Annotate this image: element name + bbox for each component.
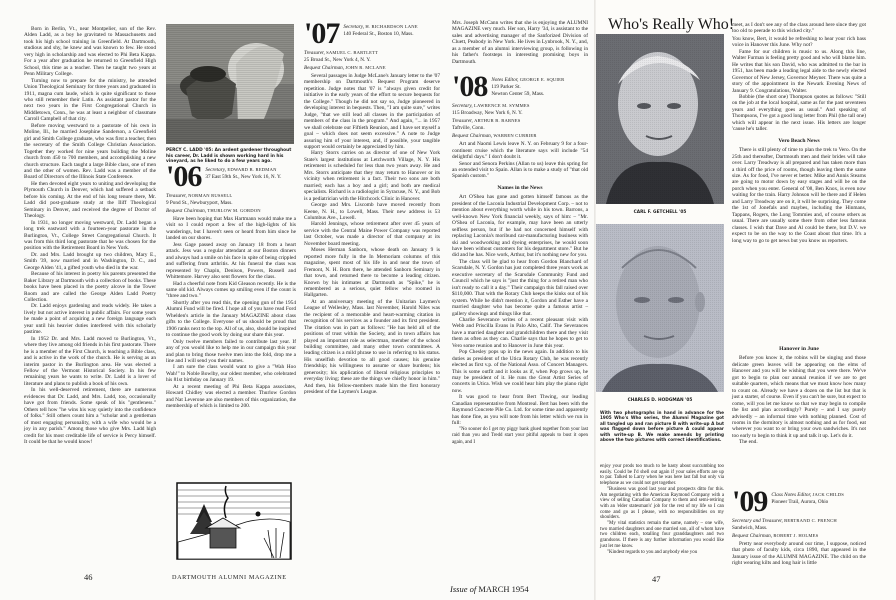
class-note-paragraph: Had a cheerful note from Kid Gleason recently. He is the same old kid. Always comes up smiling even if the count is "three and two." (166, 280, 296, 300)
running-head: DARTMOUTH ALUMNI MAGAZINE (172, 574, 287, 581)
treasurer-label: Treasurer, (304, 50, 325, 56)
class-1907-header (304, 17, 440, 50)
bio-paragraph: Dr. Ladd enjoys gardening and reads widely. He takes a lively but not active interest in public affairs. For some years he made a point of acquiring a new foreign language each year until his heavier duties interfered with this scholarly pastime. (24, 303, 156, 336)
class-numeral: '07 (304, 17, 340, 50)
letter-paragraph: "My vital statistics remain the same, namely – one wife, two married daughters and one married son, all of whom have two children each, totalling four granddaughters and two grandsons. If there is any further information you would like just let me know. (600, 521, 724, 549)
class-note-paragraph: Harold Jennings, whose retirement after over 45 years of service with the Central Maine Power Company was reported last October, was made a director of that company at its November board meeting. (304, 221, 440, 247)
secretary-address: 37 East 59th St., New York 16, N. Y. (205, 174, 282, 180)
bequest-label: Bequest Chairman, (166, 208, 207, 214)
class-note-paragraph: Pretty near everybody around our time, I suppose, noticed that photo of faculty kids, circa 1890, that appeared in the January issue of the ALUMNI MAGAZINE. The child on the right wearing kilts and long hair is little (732, 541, 866, 567)
ladd-biography-column (24, 26, 156, 558)
hodgman-photo (596, 224, 724, 392)
class-1906-header (166, 160, 296, 193)
class-note-paragraph: Jess Gage passed away on January 18 from a heart attack. Jess was a regular attendant at our Boston dinners and always had a smile on his face in spite of being crippled and suffering from arthritis. At his funeral the class was represented by Chapin, Denison, Powers, Russell and Whittemore. Harvey also sent flowers for the class. (166, 241, 296, 281)
notes-editor-name: GEORGE E. SQUIER (519, 77, 565, 83)
class-numeral: '08 (452, 70, 488, 104)
letter-paragraph: "Kindest regards to you and anybody else you (607, 549, 698, 555)
issue-prefix: Issue of (450, 584, 477, 594)
secretary-label: Secretary, (452, 103, 473, 110)
secretary-label: Secretary and Treasurer, (732, 518, 783, 524)
notes-editor-address: 119 Parker St. (491, 84, 521, 91)
class-note-paragraph: Art O'Shea has gone and gotten himself famous as the president of the Laconia Industrial Development Corp. – not to mention about everything worth while in his town. Barrons, a well-known New York financial weekly, says of him: – "Mr. O'Shea of Laconia, for example, may have been an utterly selfless person, but if he had not concerned himself with replacing Laconia's moribund car-manufacturing business with ski and woodworking and dyeing enterprises, he would soon have been without customers for his department store." But he did and he has. Nice work, Arthur, but it's nothing new for you. (452, 194, 588, 259)
secretary-name: EDWARD B. REDMAN (227, 167, 277, 172)
class-note-paragraph: At a recent meeting of Phi Beta Kappa associates, Howard Chidley was elected a member. Thurlow Gordon and Nat Leverone are also members of this organization, the membership of which is limited to 200. (166, 383, 296, 410)
letter-paragraph: "Business was good last year and prospects ditto for this. Am negotiating with the American Raymond Company with a view of selling Canadian Company to them and semi-retiring with an 'elder statesman's' job for the rest of my life so I can come and go as I please, with no responsibilities on my shoulders. (600, 486, 724, 521)
class-note-paragraph: meet, as I don't see any of the class around here since they got too old to peerade to this wicked city." (732, 22, 866, 35)
class-note-paragraph: Before you know it, the robins will be singing and those delicate green leaves will be appearing on the elms of Hanover and you will be wishing that you were there. We've got to begin to plan our annual reunion if we are to get suitable quarters, which means that we must know how many to count on. Already we have a dozen on the list but that is just a starter, of course. Even if you can't be sure, but expect to come, will you let me know so that we may begin to compile the list and plan accordingly? Purely – and I say purely advisedly – an informal time with nothing planned. Cost of rooms in the dormitory is almost nothing and as for food, eat wherever you want to or bring your own sandwiches. It's not too early to begin to think it up and talk it up. Let's do it. (732, 355, 867, 439)
secretary-address: 140 Federal St., Boston 10, Mass. (343, 31, 414, 37)
class-note-paragraph: Harry Storrs carries on as director of one of New York State's largest institutions at Letchworth Village, N. Y. His retirement is scheduled for less than two years away. He and Mrs. Storrs anticipate that they may return to Hanover or its vicinity when retirement is a fact. Their two sons are both married; each has a boy and a girl; and both are medical specialists. Richard is a radiologist in Syracuse, N. Y., and Bob is a pediatrician with the Hitchcock Clinic in Hanover. (304, 150, 440, 202)
section-title: Who's Really Who! (608, 16, 735, 33)
issue-line (450, 584, 529, 594)
class-note-paragraph: Art and Naomi Lewis leave N. Y. on February 9 for a four-continent cruise which the literature says will include "54 delightful days." I don't doubt it. (452, 141, 588, 161)
secretary-address: Sandwich, Mass. (732, 525, 768, 531)
class-note-paragraph: Charlie Severance writes of a recent pleasant visit with Webb and Priscilla Evans in Palo Alto, Calif. The Severances have a married daughter and grandchildren there and they visit them as often as they can. Charlie says that he hopes to get to Vero some reunion and to Hanover in June this year. (452, 316, 588, 349)
class-note-paragraph: Bobbie (the short one) Thompson quotes as follows: "Still on the job at the local hospital, same as for the past seventeen years and everything goes as usual." And speaking of Thompsons, I've got a good long letter from Phil (the tall one) which will appear in the next issue. His letters are longer 'cause he's taller. (732, 93, 866, 133)
class-1906-column (166, 160, 296, 410)
class-note-paragraph: It was good to hear from Bert Thwing, our leading Canadian representative from Montreal. Bert has been with the Raymond Concrete Pile Co. Ltd. for some time and apparently has done fine, as you will note from his letter which we run in full: (452, 394, 588, 427)
bio-paragraph: Born in Berlin, Vt., near Montpelier, son of the Rev. Alden Ladd, as a boy he gravitated to Massachusetts and took his high school training in Greenfield. At Dartmouth, studious and shy, he knew and was known to few. He stood very high in scholarship and was elected to Phi Beta Kappa. For a year after graduation he returned to Greenfield High School, this time as a teacher. Then he taught two years at Penn Military College. (24, 26, 156, 78)
treasurer-label: Treasurer, (166, 193, 187, 199)
treasurer-address: 9 Pond St., Newburyport, Mass. (166, 200, 233, 206)
issue-month: MARCH (478, 584, 510, 594)
class-note-paragraph: There is still plenty of time to plan the trek to Vero. On the 25th and thereafter, Dartmouth men and their brides will take over. Larry Treadway is all prepared and has taken more than a third off the price of rooms, though leaving them the same size. As for food, I've never et better. Mike and Annis Stearns are going to motor down by easy stages and will be on the porch when you enter. General of '08, Ben Knox, is even now waiting for the train. Harry Johnson will be there and if Helen and Larry Treadway are on it, it will be surprising. They come the 1st of Jonefals and maybes, including the Hinmans, Tappans, Rogers, the Long Tommies and, of course others as usual. There are usually some there from other less famous classes. I wish that Dave and Al could be there, but D.V. we expect to be on the way to the Coast about that time. It's a long way to go to get news but you know us reporters. (732, 147, 866, 244)
gardener-image (166, 24, 294, 144)
secretary-address: 115 Broadway, New York 6, N. Y. (452, 110, 523, 117)
bequest-chairman-name: WARREN CURRIER (493, 133, 537, 139)
class-note-paragraph: The end. (739, 439, 758, 446)
bio-paragraph: In 1931, no longer moving westward, Dr. Ladd began a long trek eastward with a fourteen-year pastorate in the Burlington, Vt., College Street Congregational Church. It was from this third long pastorate that he was chosen for the position with the Retirement Board in New York. (24, 219, 156, 252)
class-note-paragraph: I am sure the class would want to give a "Wah Hoo Wah!" to Noble Bowlby, our oldest member, who celebrated his 81st birthday on January 19. (166, 364, 296, 384)
treasurer-label: Treasurer, (452, 118, 473, 125)
percy-ladd-caption: PERCY C. LADD '05: An ardent gardener throughout his career, Dr. Ladd is shown working hard in his vineyard, as he liked to do a few years ago. (166, 148, 292, 165)
class-1909-header (732, 485, 866, 518)
page-number-right: 47 (652, 574, 661, 584)
class-note-paragraph: Only twelve members failed to contribute last year. If any of you would like to help me in our campaign this year and plan to bring those twelve men into the fold, drop me a line and I will send you their names. (166, 338, 296, 364)
getchell-photo (596, 34, 724, 204)
issue-year: 1954 (511, 584, 529, 594)
notes-editor-name: JACK CHILDS (812, 492, 844, 497)
treasurer-address: 25 Broad St., New York 4, N. Y. (304, 57, 371, 63)
class-note-paragraph: Several passages in Judge McLane's January letter to the '07 membership on Dartmouth's Bequest Program deserve repetition. Judge notes that '07 is "always given credit for initiative in the early years of the effort to secure bequests for the College." Though he did not say so, Judge pioneered in developing interest in bequests. Then, "I am quite sure," writes Judge, "that we still lead all classes in the participation of members of the class in the program." And again, "... in 1957 we shall celebrate our Fiftieth Reunion, and I have set myself a goal – which does not seem excessive." A note to Judge assuring him of your interest, and, if possible, your tangible support would certainly be appreciated by him. (304, 73, 440, 150)
bio-paragraph: He then devoted eight years to uniting and developing the Plymouth Church in Denver, which had suffered a setback before his coming. At the end of his long tenure there, Mr. Ladd did post-graduate study at the Iliff Theological Seminary in Denver, and received the degree of Doctor of Theology. (24, 180, 156, 220)
secretary-name: LAWRENCE M. SYMMES (474, 103, 530, 109)
treasurer-address: Taftville, Conn. (452, 125, 485, 132)
bequest-label: Bequest Chairman, (452, 133, 493, 140)
class-note-paragraph: The class will be glad to hear from Gordon Blanchard of Scarsdale, N. Y. Gordon has just completed three years work as executive secretary of the Scarsdale Community Fund and Council which he says is "just the thing for a retired man who isn't ready to call it a day." Their campaign this fall raised over $110,000. That with the Rotary Club keeps the kinks out of his system. While he didn't mention it, Gordon and Esther have a married daughter who has become quite a famous artist – gallery showings and things like that. (452, 258, 588, 317)
class-1909-column (732, 485, 866, 567)
treasurer-name: SAMUEL C. BARTLETT (326, 50, 379, 55)
bio-paragraph: In his well-deserved retirement, there are numerous evidences that Dr. Ladd, and Mrs. Ladd, too, occasionally have got from friends. Some speak of his "gentleness." Others tell how "he wins his way quietly into the confidence of folks." Still others count him a "scholar and a gentleman of most engaging personality, with a wife who would be a joy in any parish." Among those who give Mrs. Ladd high credit for his most creditable life of service is Percy himself. It could be that he would know! (24, 387, 156, 445)
secretary-name: BERTRAND C. FRENCH (784, 518, 837, 523)
winter-cabin-illustration (176, 482, 292, 560)
notes-editor-label: Class Notes Editor, (771, 492, 812, 498)
secretary-label: Secretary, (343, 24, 365, 30)
bequest-chairman-name: ROBERT J. HOLMES (773, 533, 819, 538)
class-note-paragraph: Shortly after you read this, the opening gun of the 1954 Alumni Fund will be fired. I hope all of you have read Ford Whelden's article in the January MAGAZINE about class gifts to the College. Everyone of us should be proud that 1906 ranks next to the top. All of us, also, should be inspired to continue the good work by doing our share this year. (166, 299, 296, 339)
bequest-label: Bequest Chairman, (732, 533, 773, 539)
class-1907-column (304, 17, 440, 562)
treasurer-name: ARTHUR B. BARNES (474, 118, 521, 124)
class-note-paragraph: Have been hoping that Max Hartmann would make me a visit so I could report a few of the high-lights of his wanderings, but I haven't seen or heard from him since he landed on our shores. (166, 216, 296, 242)
class-1908-column (452, 20, 588, 566)
class-note-paragraph: Senor and Senora Perkins (Allan to us) leave this spring for an extended visit to Spain. Allan is to make a study of "that old Spanish custom." (452, 160, 588, 180)
letter-paragraph: enjoy your prods too much to be hasty about succumbing too easily. Could be I'd shell out again if your sales efforts are up to par. Talked to Larry when he was here last fall but only via telephone as we could not get together. (600, 464, 724, 487)
bequest-chairman-name: THURLOW M. GORDON (207, 208, 261, 213)
getchell-caption: CARL F. GETCHELL '05 (633, 210, 687, 215)
class-note-paragraph: Fame for our children is music to us. Along this line, Walter Furman is feeling pretty good and who will blame him. He writes that his son David, who was admitted to the bar in 1951, has been made a leading legal aide to the newly elected Governor of New Jersey, Governor Meyner. There was quite a story of the appointment in the Newark Evening News of January 9. Congratulations, Walter. (732, 48, 866, 94)
bio-paragraph: In 1952 Dr. and Mrs. Ladd moved to Burlington, Vt., where they live among old friends in his first pastorate. There he is a member of the First Church, is teaching a Bible class, and is active in the work of the church. He is serving as an interim pastor in the Burlington area. He was elected a Fellow of the Vermont Historical Society. In his few remaining years he wants to write. Dr. Ladd is a lover of literature and plans to publish a book of his own. (24, 335, 156, 387)
bio-paragraph: Because of his interest in poetry his parents presented the Baker Library at Dartmouth with a collection of books. These books have been placed in the poetry alcove in the Tower Room and are called the George Alden Ladd Poetry Collection. (24, 271, 156, 304)
treasurer-name: NORMAN RUSSELL (188, 193, 233, 198)
bio-paragraph: Dr. and Mrs. Ladd brought up two children, Mary E., Smith '39, now married and in Washington, D. C., and George Alden '41, a gifted youth who died in the war. (24, 251, 156, 271)
names-in-news-heading: Names in the News (497, 184, 543, 191)
page-number-left: 46 (84, 572, 93, 582)
bio-paragraph: Turning now to prepare for the ministry, he attended Union Theological Seminary for three years and graduated in 1911, magna cum laude, which is quite significant to those who still remember their Latin. As assistant pastor for the next two years in the First Congregational Church in Middletown, Conn., he was at least a neighbor of classmate Carroll Campbell of that city. (24, 77, 156, 123)
vero-beach-heading: Vero Beach News (778, 137, 820, 144)
class-numeral: '06 (166, 160, 202, 193)
class-note-paragraph: You know, Bert, it would be refreshing to hear your rich bass voice in Hanover this June. Why not? (732, 35, 866, 49)
right-page (596, 0, 896, 600)
secretary-name: H. RICHARDSON LANE (365, 24, 418, 29)
secretary-label: Secretary, (205, 167, 227, 173)
class-note-paragraph: Mrs. Joseph McCann writes that she is enjoying the ALUMNI MAGAZINE very much. Her son, Harry '34, is assistant to the sales and advertising manager of the Sanforized Division of Cluett, Peabody in New York. He lives in Lynbrook, N. Y., and, as a member of an alumni interviewing group, is following in his father's footsteps in interesting promising boys in Dartmouth. (452, 20, 588, 65)
bio-paragraph: Before moving westward to a pastorate of his own in Moline, Ill., he married Josephine Sanderson, a Greenfield girl and Smith College graduate, who was first a teacher, then the secretary of the Smith College Christian Association. Together they worked for nine years building the Moline church from 450 to 700 members, and accomplishing a new church structure. Each taught a large Bible class, one of men and the other of women. Rev. Ladd was a member of the Board of Directors of the Illinois State Conference. (24, 122, 156, 181)
class-note-paragraph: "No sooner do I get my piggy bank glued together from your last raid than you and Tredd start your pitiful appeals to bust it open again, and I (452, 426, 588, 445)
notes-editor-city: Newton Center 59, Mass. (491, 91, 545, 98)
notes-editor-label: Notes Editor, (491, 77, 519, 84)
hanover-june-heading: Hanover in June (779, 346, 819, 352)
thwing-letter-column (600, 464, 724, 564)
hanover-june-column (732, 346, 866, 486)
class-note-paragraph: Pop Chesley pops up in the news again. In addition to his duties as president of the Utica Rotary Club, he was recently elected as first v.p. of the National Asso. of Concert Managers. This is some outfit and it looks as if, when Pop grows up, he may be president of it. He runs the Great Artist Series of concerts in Utica. Wish we could hear him play the piano right now. (452, 349, 588, 394)
class-1908-header (452, 70, 588, 104)
notes-editor-address: Pioneer Trail, Aurora, Ohio (771, 499, 829, 505)
bequest-label: Bequest Chairman, (304, 65, 345, 71)
erratum-note: With two photographs in hand in advance for the 1905 Who's Who series, the Alumni Magazine got all tangled up and ran picture B with write-up A but was flagged down before picture A could appear with write-up B. We make amends by printing above the two pictures with correct identifications. (600, 410, 724, 443)
bequest-chairman-name: JOHN R. MCLANE (345, 65, 386, 70)
class-note-paragraph: George and Mrs. Liscomb have moved recently from Keene, N. H., to Lowell, Mass. Their new address is 53 Columbus Ave., Lowell. (304, 202, 440, 221)
class-numeral: '09 (732, 485, 768, 518)
class-1908-right-column (732, 22, 866, 346)
hodgman-caption: CHARLES D. HODGMAN '05 (627, 398, 693, 403)
class-note-paragraph: At an anniversary meeting of the Unitarian Laymen's League of Wellesley, Mass. last November, Harold Niles was the recipient of a memorable and heart-warming citation in recognition of his services as a founder and its first president. The citation was in part as follows: "He has held all of the positions of trust within the Society, and in town affairs has played an important role as selectman, member of the school building committee, and many other town committees. A leading citizen is a mild phrase to use in referring to his status. His unselfish devotion to all good causes; his genuine friendship; his willingness to assume or share burdens; his generosity; his application of liberal religious principles to everyday living; these are the things we chiefly honor in him." And then, his fellow-members made him the first honorary president of the Laymen's League. (304, 298, 440, 396)
class-note-paragraph: Moses Herman Sanborn, whose death on January 9 is reported more fully in the In Memoriam columns of this magazine, spent most of his life in and near the town of Fremont, N. H. Born there, he attended Sanborn Seminary in that town, and returned there to become a leading citizen. Known by his intimates at Dartmouth as "Spike," he is remembered as a serious, quiet fellow who roomed in Hallgarten. (304, 247, 440, 299)
percy-ladd-photo (166, 24, 294, 144)
